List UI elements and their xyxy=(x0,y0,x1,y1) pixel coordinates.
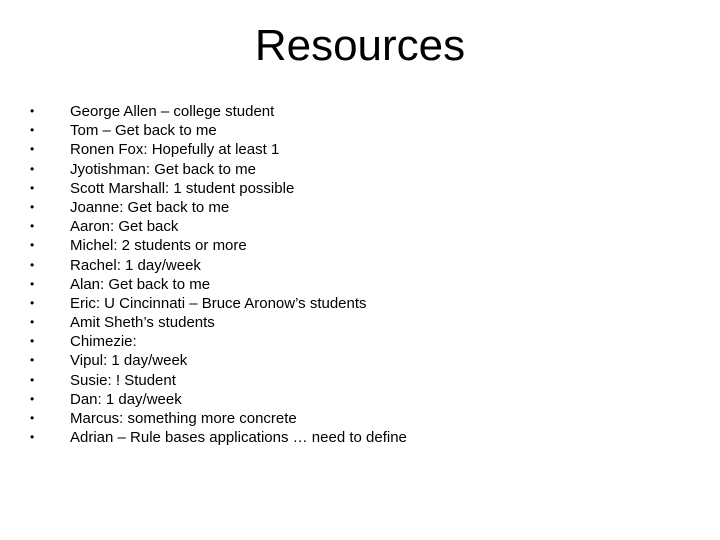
bullet-text: Eric: U Cincinnati – Bruce Aronow’s students xyxy=(70,294,367,312)
slide-title: Resources xyxy=(254,21,466,70)
bullet-text: Jyotishman: Get back to me xyxy=(70,160,256,178)
bullet-item xyxy=(30,294,670,313)
bullet-text: Scott Marshall: 1 student possible xyxy=(70,179,295,197)
bullet-marker: • xyxy=(30,257,35,272)
bullet-item xyxy=(30,313,670,332)
bullet-item xyxy=(30,102,670,121)
bullet-text: Ronen Fox: Hopefully at least 1 xyxy=(70,141,280,159)
bullet-text: George Allen – college student xyxy=(70,103,275,120)
bullet-text: Rachel: 1 day/week xyxy=(70,256,201,274)
bullet-item xyxy=(30,236,670,255)
bullet-item xyxy=(30,371,670,390)
bullet-marker: • xyxy=(30,123,35,138)
bullet-marker: • xyxy=(30,161,35,176)
bullet-text: Vipul: 1 day/week xyxy=(70,352,188,370)
bullet-item xyxy=(30,256,670,275)
bullet-text: Susie: ! Student xyxy=(70,371,176,389)
bullet-item xyxy=(30,275,670,294)
bullet-item xyxy=(30,179,670,198)
bullet-list xyxy=(30,102,670,447)
bullet-marker: • xyxy=(30,295,35,310)
bullet-item xyxy=(30,351,670,370)
bullet-marker: • xyxy=(30,180,35,195)
bullet-marker: • xyxy=(30,104,35,118)
bullet-text: Joanne: Get back to me xyxy=(70,198,230,216)
bullet-marker: • xyxy=(30,142,35,157)
bullet-marker: • xyxy=(30,276,35,291)
bullet-marker: • xyxy=(30,219,35,234)
bullet-marker: • xyxy=(30,391,35,406)
bullet-item xyxy=(30,198,670,217)
bullet-item xyxy=(30,121,670,140)
bullet-text: Tom – Get back to me xyxy=(70,122,217,140)
bullet-text: Adrian – Rule bases applications … need to define xyxy=(70,429,407,447)
bullet-marker: • xyxy=(30,199,35,214)
bullet-marker: • xyxy=(30,334,35,349)
bullet-marker: • xyxy=(30,411,35,425)
bullet-marker: • xyxy=(30,315,35,330)
bullet-marker: • xyxy=(30,372,35,387)
bullet-marker: • xyxy=(30,430,35,445)
bullet-text: Michel: 2 students or more xyxy=(70,237,247,255)
bullet-item xyxy=(30,428,670,447)
bullet-text: Alan: Get back to me xyxy=(70,275,211,293)
bullet-item xyxy=(30,217,670,236)
bullet-marker: • xyxy=(30,353,35,368)
bullet-item xyxy=(30,332,670,351)
bullet-item xyxy=(30,390,670,409)
bullet-item xyxy=(30,409,670,428)
bullet-text: Chimezie: xyxy=(70,333,137,351)
bullet-item xyxy=(30,140,670,159)
bullet-item xyxy=(30,160,670,179)
bullet-text: Aaron: Get back xyxy=(70,218,179,236)
bullet-text: Marcus: something more concrete xyxy=(70,410,297,427)
bullet-text: Dan: 1 day/week xyxy=(70,390,182,408)
bullet-marker: • xyxy=(30,238,35,253)
bullet-text: Amit Sheth’s students xyxy=(70,314,215,332)
